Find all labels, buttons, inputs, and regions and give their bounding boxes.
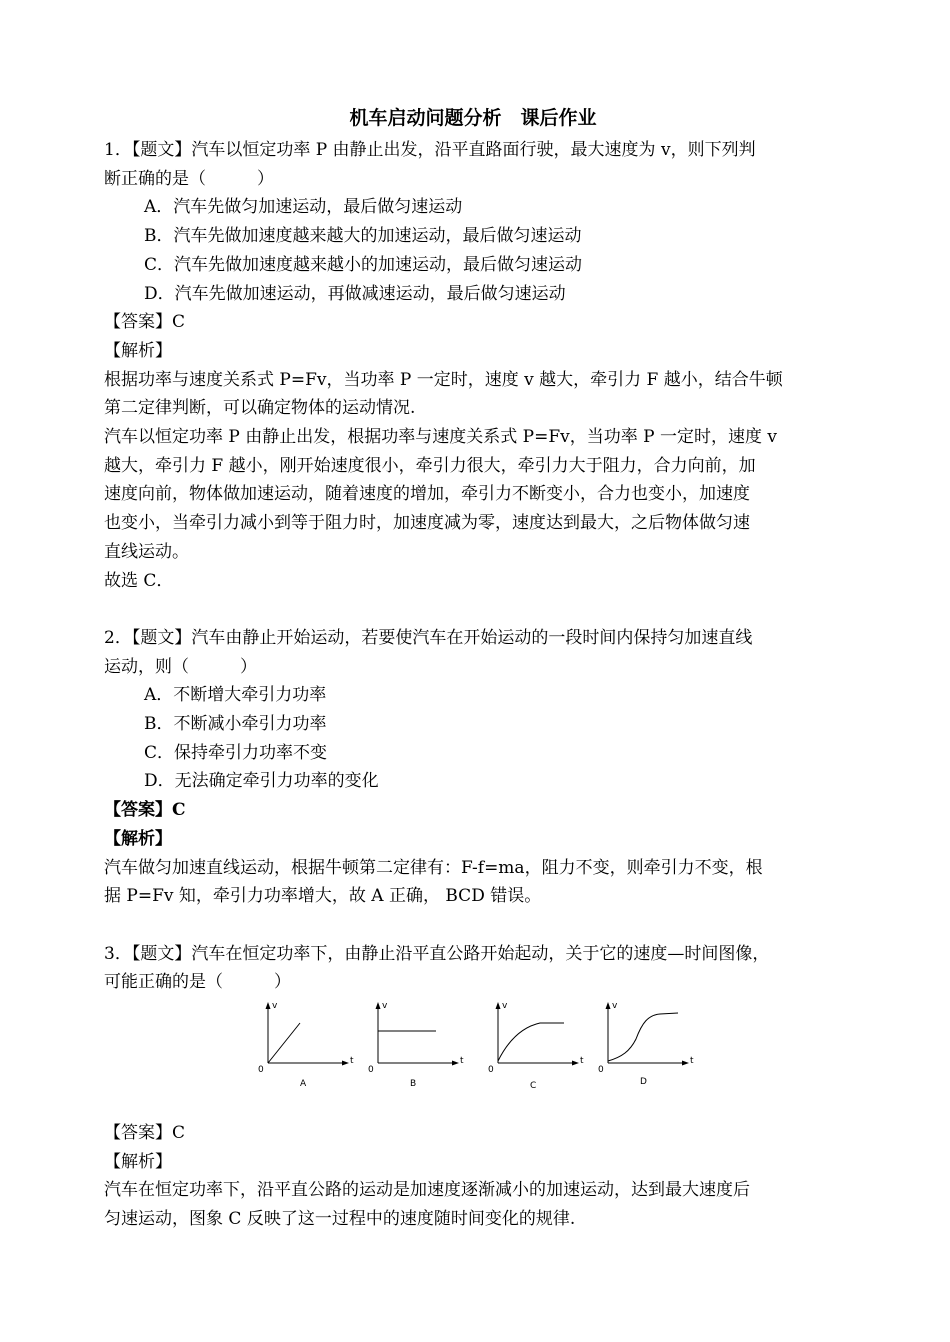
q1-analysis-line: 根据功率与速度关系式 P=Fv，当功率 P 一定时，速度 v 越大，牵引力 F 越小，结合牛顿 [104, 369, 783, 390]
graph-d-label: D [640, 1077, 647, 1088]
q3-answer: 【答案】C [104, 1123, 186, 1144]
q2-stem-line2: 运动，则（ ） [104, 656, 257, 677]
graph-c-curve [498, 1023, 564, 1061]
q1-analysis-line: 速度向前，物体做加速运动，随着速度的增加，牵引力不断变小，合力也变小，加速度 [104, 484, 750, 505]
q2-analysis-label: 【解析】 [104, 828, 172, 849]
q3-analysis-label: 【解析】 [104, 1151, 172, 1172]
graph-b [364, 1001, 469, 1101]
q2-analysis-line: 据 P=Fv 知，牵引力功率增大，故 A 正确， BCD 错误。 [104, 886, 542, 907]
graph-a-plot [254, 1001, 359, 1101]
q1-analysis-line: 也变小，当牵引力减小到等于阻力时，加速度减为零，速度达到最大，之后物体做匀速 [104, 513, 750, 534]
graph-a [254, 1001, 359, 1101]
q1-option-d: D．汽车先做加速运动，再做减速运动，最后做匀速运动 [144, 283, 566, 304]
q2-option-a: A．不断增大牵引力功率 [144, 685, 327, 706]
q2-analysis-line: 汽车做匀加速直线运动，根据牛顿第二定律有：F-f=ma，阻力不变，则牵引力不变，根 [104, 857, 763, 878]
q1-analysis-line: 越大，牵引力 F 越小，刚开始速度很小，牵引力很大，牵引力大于阻力，合力向前，加 [104, 455, 756, 476]
vt-graphs [104, 1001, 848, 1119]
graph-a-origin: 0 [258, 1065, 264, 1076]
spacer [104, 595, 848, 624]
q1-stem-line2: 断正确的是（ ） [104, 168, 274, 189]
graph-d-v: v [612, 1001, 618, 1012]
graph-d-curve [608, 1013, 678, 1061]
q3-stem-line1: 3．【题文】汽车在恒定功率下，由静止沿平直公路开始起动，关于它的速度—时间图像， [104, 943, 770, 964]
graph-d-origin: 0 [598, 1065, 604, 1076]
graph-b-plot [364, 1001, 469, 1101]
spacer [104, 911, 848, 940]
graph-b-t: t [460, 1056, 464, 1067]
q3-analysis-line: 汽车在恒定功率下，沿平直公路的运动是加速度逐渐减小的加速运动，达到最大速度后 [104, 1180, 750, 1201]
graph-d [594, 1001, 699, 1101]
q2-stem-line1: 2．【题文】汽车由静止开始运动，若要使汽车在开始运动的一段时间内保持匀加速直线 [104, 627, 753, 648]
q2-option-c: C．保持牵引力功率不变 [144, 742, 328, 763]
q1-answer: 【答案】C [104, 312, 186, 333]
q1-analysis-line: 第二定律判断，可以确定物体的运动情况. [104, 398, 416, 419]
graph-c-v: v [502, 1001, 508, 1012]
document-page [104, 100, 848, 1234]
graph-c [484, 1001, 589, 1101]
q1-option-c: C．汽车先做加速度越来越小的加速运动，最后做匀速运动 [144, 254, 583, 275]
graph-a-t: t [350, 1056, 354, 1067]
q2-option-d: D．无法确定牵引力功率的变化 [144, 771, 379, 792]
q1-analysis-line: 汽车以恒定功率 P 由静止出发，根据功率与速度关系式 P=Fv，当功率 P 一定时，速度 v [104, 427, 777, 448]
q2-option-b: B．不断减小牵引力功率 [144, 714, 327, 735]
q1-analysis-label: 【解析】 [104, 340, 172, 361]
graph-a-v: v [272, 1001, 278, 1012]
question-2 [104, 624, 848, 911]
graph-b-v: v [382, 1001, 388, 1012]
graph-b-origin: 0 [368, 1065, 374, 1076]
q1-analysis-line: 故选 C． [104, 570, 174, 591]
q1-analysis-line: 直线运动。 [104, 541, 189, 562]
question-1 [104, 136, 848, 595]
graph-a-curve [268, 1023, 300, 1063]
graph-c-plot [484, 1001, 589, 1101]
q1-option-a: A．汽车先做匀加速运动，最后做匀速运动 [144, 197, 463, 218]
q3-analysis-line: 匀速运动，图象 C 反映了这一过程中的速度随时间变化的规律. [104, 1209, 576, 1230]
page-title: 机车启动问题分析 课后作业 [349, 107, 597, 129]
q2-answer: 【答案】C [104, 800, 186, 821]
graph-a-label: A [300, 1079, 307, 1090]
graph-c-label: C [530, 1081, 537, 1092]
graph-c-t: t [580, 1056, 584, 1067]
question-3 [104, 940, 848, 1234]
q1-option-b: B．汽车先做加速度越来越大的加速运动，最后做匀速运动 [144, 226, 582, 247]
q1-stem-line1: 1．【题文】汽车以恒定功率 P 由静止出发，沿平直路面行驶，最大速度为 v，则下列判 [104, 140, 756, 160]
graph-c-origin: 0 [488, 1065, 494, 1076]
graph-d-t: t [690, 1056, 694, 1067]
graph-b-label: B [410, 1079, 417, 1090]
q3-stem-line2: 可能正确的是（ ） [104, 972, 291, 993]
